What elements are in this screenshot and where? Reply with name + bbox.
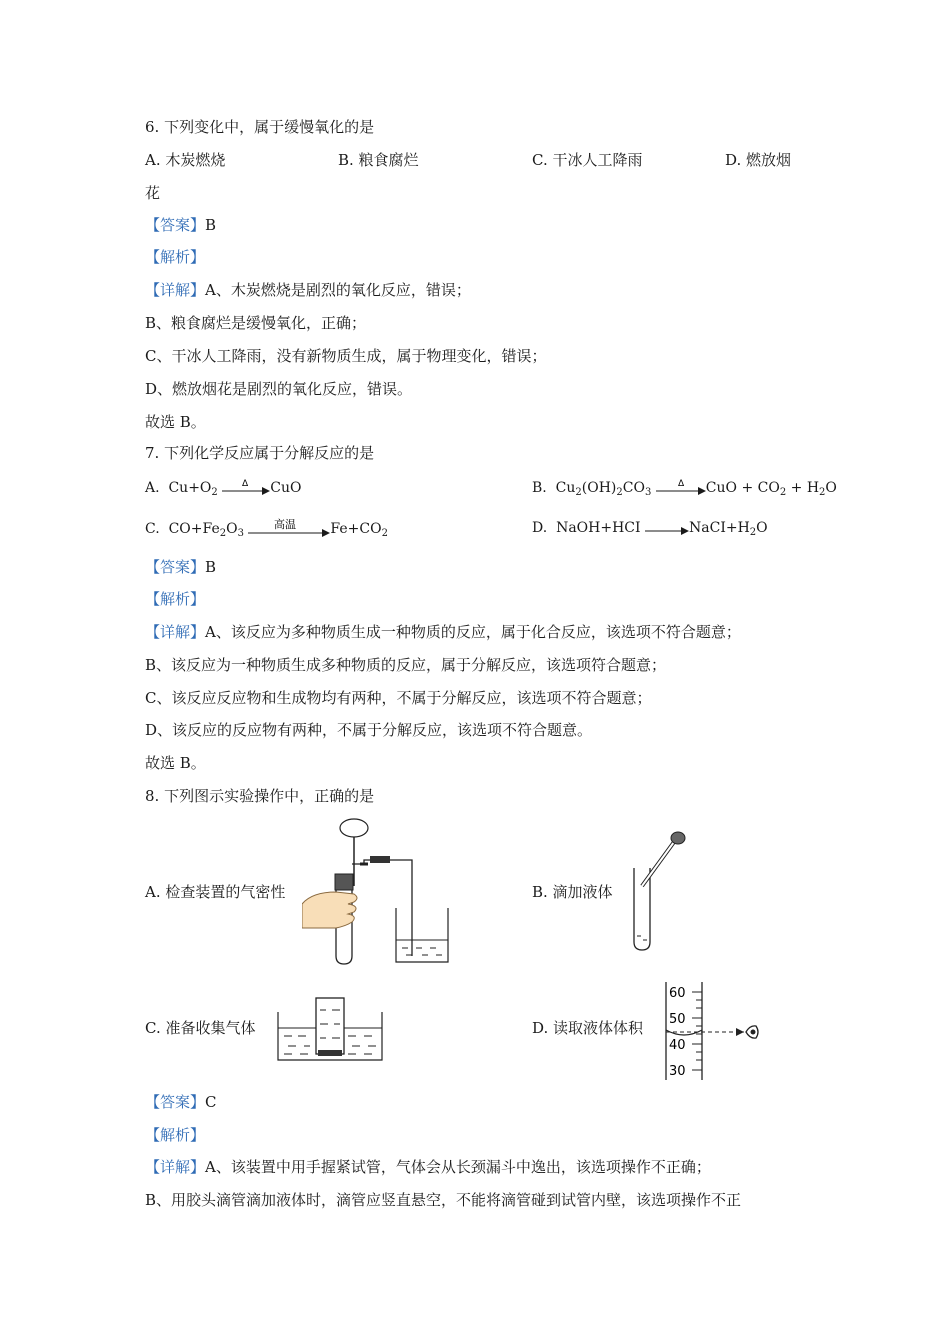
q6-stem: 6. 下列变化中，属于缓慢氧化的是 bbox=[145, 118, 375, 136]
q7-detail-line-3: C、该反应反应物和生成物均有两种，不属于分解反应，该选项不符合题意； bbox=[145, 689, 652, 707]
reaction-arrow bbox=[645, 518, 689, 538]
q8-option-c: C. 准备收集气体 bbox=[145, 1019, 256, 1037]
q8-detail-line-2: B、用胶头滴管滴加液体时，滴管应竖直悬空，不能将滴管碰到试管内壁，该选项操作不正 bbox=[145, 1191, 742, 1209]
detail-tag: 【详解】 bbox=[145, 1158, 206, 1176]
q7-option-a-label: A. bbox=[145, 480, 160, 496]
detail-tag: 【详解】 bbox=[145, 623, 206, 641]
tick-label-60: 60 bbox=[669, 986, 686, 1001]
answer-tag: 【答案】 bbox=[145, 1093, 206, 1111]
figure-dropper bbox=[628, 828, 688, 952]
high-temp-condition: 高温 bbox=[274, 518, 297, 531]
q7-option-b: B. $Cu_2(OH)_2CO_3$ Δ CuO + $CO_2 + H_2O$ bbox=[532, 479, 837, 498]
q6-analysis-tag: 【解析】 bbox=[145, 248, 206, 266]
q6-option-a: A. 木炭燃烧 bbox=[145, 151, 226, 169]
tick-label-40: 40 bbox=[669, 1038, 686, 1053]
q7-detail-line-2: B、该反应为一种物质生成多种物质的反应，属于分解反应，该选项符合题意； bbox=[145, 656, 667, 674]
q7-option-a: A. $Cu+O_2$ Δ CuO bbox=[145, 479, 302, 498]
q8-option-a: A. 检查装置的气密性 bbox=[145, 883, 286, 901]
q7-analysis-tag: 【解析】 bbox=[145, 590, 206, 608]
q6-option-b: B. 粮食腐烂 bbox=[338, 151, 419, 169]
delta-sign: Δ bbox=[242, 479, 249, 489]
q6-option-d: D. 燃放烟 bbox=[725, 151, 792, 169]
q8-option-b: B. 滴加液体 bbox=[532, 883, 613, 901]
tick-label-30: 30 bbox=[669, 1064, 686, 1079]
answer-tag: 【答案】 bbox=[145, 558, 206, 576]
q8-stem: 8. 下列图示实验操作中，正确的是 bbox=[145, 787, 375, 805]
tick-label-50: 50 bbox=[669, 1012, 686, 1027]
q7-stem: 7. 下列化学反应属于分解反应的是 bbox=[145, 444, 375, 462]
q7-detail-line-1 bbox=[145, 622, 741, 642]
q8-answer-row bbox=[145, 1092, 217, 1112]
q8-option-d: D. 读取液体体积 bbox=[532, 1019, 644, 1037]
reaction-arrow bbox=[222, 478, 270, 498]
q8-analysis-tag: 【解析】 bbox=[145, 1126, 206, 1144]
delta-sign: Δ bbox=[677, 479, 684, 489]
reaction-arrow bbox=[656, 478, 706, 498]
q8-detail-text-1: A、该装置中用手握紧试管，气体会从长颈漏斗中逸出，该选项操作不正确； bbox=[205, 1158, 711, 1176]
figure-cylinder-reading bbox=[660, 982, 770, 1082]
q7-detail-line-4: D、该反应的反应物有两种，不属于分解反应，该选项不符合题意。 bbox=[145, 721, 593, 739]
q6-conclusion: 故选 B。 bbox=[145, 413, 206, 431]
figure-airtightness-check bbox=[302, 816, 452, 968]
reaction-arrow bbox=[248, 518, 330, 540]
detail-tag: 【详解】 bbox=[145, 281, 206, 299]
q7-option-d: D. NaOH+HCI $NaCI+H_2O$ bbox=[532, 520, 768, 538]
q6-option-d-wrap: 花 bbox=[145, 184, 161, 202]
q7-option-c-label: C. bbox=[145, 521, 160, 537]
q6-option-c: C. 干冰人工降雨 bbox=[532, 151, 643, 169]
q6-detail-line-4: D、燃放烟花是剧烈的氧化反应，错误。 bbox=[145, 380, 413, 398]
q7-detail-text-1: A、该反应为多种物质生成一种物质的反应，属于化合反应，该选项不符合题意； bbox=[205, 623, 741, 641]
q6-detail-line-3: C、干冰人工降雨，没有新物质生成，属于物理变化，错误； bbox=[145, 347, 547, 365]
q7-option-c: C. $CO+Fe_2O_3$ 高温 $Fe+CO_2$ bbox=[145, 518, 388, 539]
q6-answer: B bbox=[205, 216, 217, 234]
q6-answer-row bbox=[145, 215, 216, 235]
q6-detail-text-1: A、木炭燃烧是剧烈的氧化反应，错误； bbox=[205, 281, 471, 299]
q7-option-b-label: B. bbox=[532, 480, 547, 496]
q6-detail-line-2: B、粮食腐烂是缓慢氧化，正确； bbox=[145, 314, 367, 332]
q8-answer: C bbox=[205, 1093, 217, 1111]
q6-detail-line-1 bbox=[145, 280, 471, 300]
answer-tag: 【答案】 bbox=[145, 216, 206, 234]
figure-gas-collection bbox=[276, 996, 386, 1062]
q7-answer: B bbox=[205, 558, 217, 576]
q7-conclusion: 故选 B。 bbox=[145, 754, 206, 772]
q7-option-d-label: D. bbox=[532, 520, 548, 536]
q7-answer-row bbox=[145, 557, 216, 577]
q8-detail-line-1 bbox=[145, 1157, 711, 1177]
